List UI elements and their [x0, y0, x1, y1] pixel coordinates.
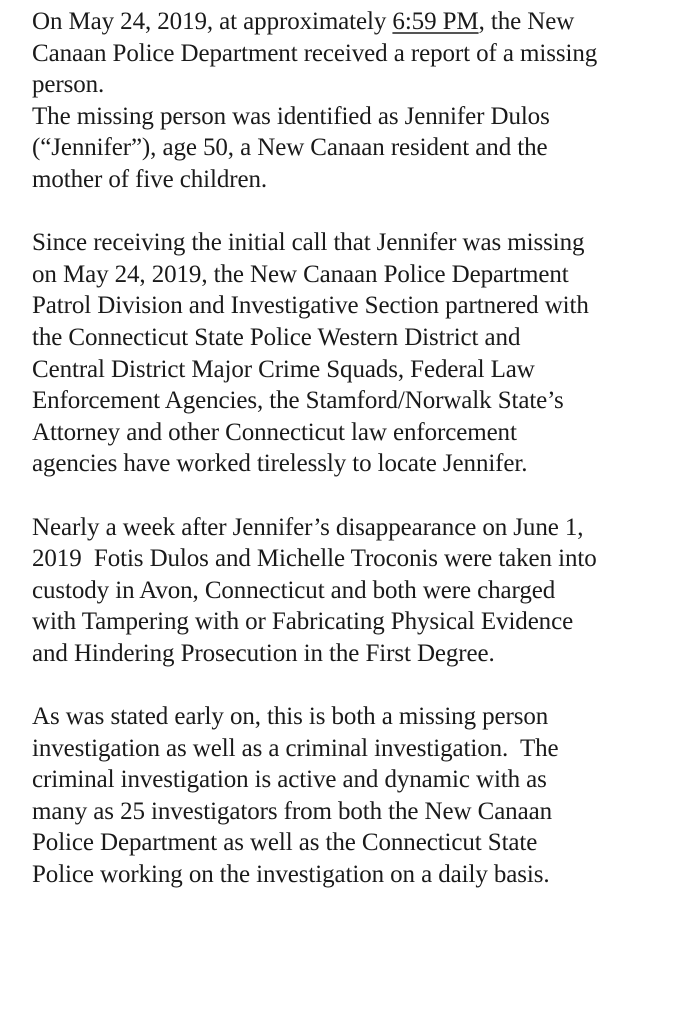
text-line: many as 25 investigators from both the New Canaan — [32, 797, 552, 825]
text-line: agencies have worked tirelessly to locate Jennifer. — [32, 450, 528, 478]
text-line: Central District Major Crime Squads, Federal Law — [32, 355, 535, 383]
paragraph-gap — [32, 669, 692, 701]
paragraph-criminal-investigation — [32, 701, 692, 891]
text-line: Enforcement Agencies, the Stamford/Norwalk State’s — [32, 387, 564, 415]
text-line: Attorney and other Connecticut law enforcement — [32, 418, 517, 446]
text-line: with Tampering with or Fabricating Physical Evidence — [32, 608, 574, 636]
text-line: mother of five children. — [32, 165, 268, 193]
paragraph-gap — [32, 196, 692, 228]
text-line: On May 24, 2019, at approximately 6:59 PM, the New — [32, 8, 575, 35]
paragraph-investigation-partners — [32, 227, 692, 480]
text-line: Since receiving the initial call that Jennifer was missing — [32, 229, 585, 257]
text-line: Patrol Division and Investigative Section partnered with — [32, 292, 589, 320]
text-line: 2019 Fotis Dulos and Michelle Troconis were taken into — [32, 545, 597, 573]
text-line: custody in Avon, Connecticut and both were charged — [32, 576, 556, 604]
text-line: and Hindering Prosecution in the First Degree. — [32, 639, 495, 667]
text-line: person. — [32, 71, 105, 99]
text-line: the Connecticut State Police Western District and — [32, 323, 521, 351]
text-line: The missing person was identified as Jennifer Dulos — [32, 102, 550, 130]
text-line: Police Department as well as the Connecticut State — [32, 829, 538, 857]
text-line: (“Jennifer”), age 50, a New Canaan resident and the — [32, 134, 548, 162]
paragraph-gap — [32, 480, 692, 512]
paragraph-missing-report — [32, 6, 692, 196]
text-line: investigation as well as a criminal investigation. The — [32, 734, 559, 762]
text-line: Nearly a week after Jennifer’s disappearance on June 1, — [32, 513, 584, 541]
report-time-link[interactable]: 6:59 PM — [392, 8, 479, 35]
press-release-text — [32, 6, 692, 891]
text-line: on May 24, 2019, the New Canaan Police Department — [32, 260, 569, 288]
text-line: Canaan Police Department received a report of a missing — [32, 39, 598, 67]
text-line: As was stated early on, this is both a missing person — [32, 703, 549, 731]
text-line: Police working on the investigation on a daily basis. — [32, 861, 550, 889]
paragraph-arrests — [32, 512, 692, 670]
text-line: criminal investigation is active and dynamic with as — [32, 766, 547, 794]
